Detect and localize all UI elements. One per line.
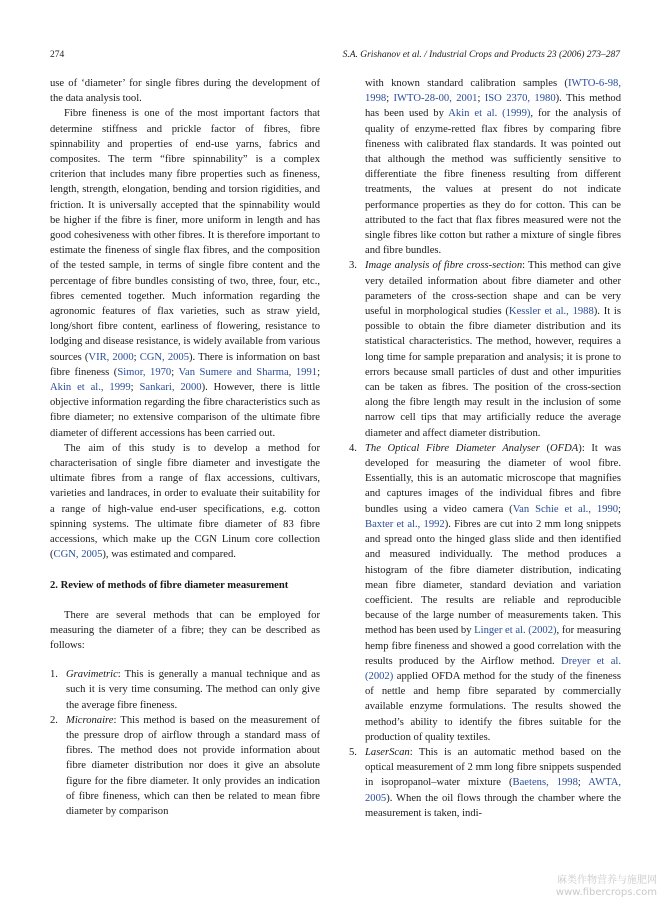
methods-list-continued <box>349 76 621 821</box>
methods-list <box>50 667 320 819</box>
page-number: 274 <box>50 50 65 60</box>
list-item-micronaire: 2. Micronaire: This method is based on the measurement of the pressure drop of airflow through a standard mass of fibres. The method does not provide information about fibre diameter distribution nor does it give an absolute figure for the fibre diameter. It only provides an indication of fibre fineness, which can then be related to mean fibre diameter by comparison <box>50 714 320 817</box>
paragraph-continuation: use of ‘diameter’ for single fibres during the development of the data analysis tool. <box>50 78 320 105</box>
paragraph-methods-intro: There are several methods that can be employed for measuring the diameter of a fibre; they can be described as follows: <box>50 609 320 651</box>
left-column <box>50 76 320 819</box>
right-column <box>349 76 621 821</box>
item-title: LaserScan <box>365 746 410 758</box>
item-title: Gravimetric <box>66 669 118 681</box>
paragraph-aim: The aim of this study is to develop a method for characterisation of single fibre diameter and investigate the ultimate fibres from a range of flax accessions, cultivars, varieties and landraces, in order to evaluate their suitability for a range of high-value end-user specifications, e.g. cotton spinning systems. The ultimate fibre diameter of 83 fibre accessions, which make up the CGN Linum core collection (CGN, 2005), was estimated and compared. <box>50 442 320 561</box>
citation-link[interactable]: Sankari, 2000 <box>139 382 202 394</box>
citation-link[interactable]: Baetens, 1998 <box>512 777 578 789</box>
spacer <box>50 653 320 667</box>
citation-link[interactable]: CGN, 2005 <box>139 351 190 363</box>
list-item-gravimetric: 1. Gravimetric: This is generally a manual technique and as such it is very time consuming. The method can only give the average fibre fineness. <box>50 669 320 711</box>
citation-link[interactable]: Akin et al., 1999 <box>50 382 131 394</box>
running-title: S.A. Grishanov et al. / Industrial Crops and Products 23 (2006) 273–287 <box>342 50 620 60</box>
list-item-image-analysis: 3. Image analysis of fibre cross-section: This method can give very detailed information about fibre diameter and other parameters of the cross-section shape and can be very useful in morphological studies (Kessler et al., 1988). It is possible to obtain the fibre diameter distribution and its statistical characteristics. The method, however, requires a long time for sample preparation and analysis; it is prone to errors because small particles of dust and other impurities can be taken as fibres. The position of the cross-section along the fibre length may result in the inclusion of some narrow cell tips that may artificially reduce the average diameter and affect diameter distribution. <box>349 260 622 439</box>
citation-link[interactable]: Dreyer et al. (2002) <box>365 655 621 682</box>
citation-link[interactable]: Kessler et al., 1988 <box>508 306 594 318</box>
citation-link[interactable]: Simor, 1970 <box>117 366 172 378</box>
citation-link[interactable]: VIR, 2000 <box>88 351 134 363</box>
citation-link[interactable]: CGN, 2005 <box>53 549 103 561</box>
section-heading: 2. Review of methods of fibre diameter measurement <box>50 579 289 591</box>
citation-link[interactable]: ISO 2370, 1980 <box>484 93 556 105</box>
paragraph-fibre-fineness: Fibre fineness is one of the most important factors that determine stiffness and prickle factor of fibres, fibre spinnability and properties of end-use yarns, fabrics and composites. The term “fibre spinnability” is a complex criterion that includes many fibre properties such as fineness, length, strength, elongation, bending and torsion rigidities, and friction. It is universally accepted that the spinnability would be higher if the fibre is finer, more uniform in length and has good cohesiveness with other fibres. It is therefore important to estimate the fineness of single flax fibres, and the composition of the tested sample, in terms of single fibre content and the percentage of fibre bundles consisting of two, three, four, etc., fibres cemented together. Much information regarding the agronomic features of flax varieties, such as straw yield, long/short fibre content, earliness of flowering, resistance to lodging and disease resistance, is widely available from various sources (VIR, 2000; CGN, 2005). There is information on bast fibre fineness (Simor, 1970; Van Sumere and Sharma, 1991; Akin et al., 1999; Sankari, 2000). However, there is little objective information regarding the fibre characteristics such as fibre diameter; no extensive comparison of the ultimate fibre diameter of different accessions has been carried out. <box>50 108 321 439</box>
citation-link[interactable]: AWTA, 2005 <box>365 777 621 804</box>
list-item-ofda: 4. The Optical Fibre Diameter Analyser (OFDA): It was developed for measuring the diameter of wool fibre. Essentially, this is an automatic microscope that magnifies and captures images of the individual fibres and fibre bundles using a video camera (Van Schie et al., 1990; Baxter et al., 1992). Fibres are cut into 2 mm long snippets and spread onto the hinged glass slide and then identified and measured individually. The method produces a histogram of the fibre diameter distribution, indicating mean fibre diameter, standard deviation and variation coefficient. The results are reliable and reproducible because of the large number of measurements taken. This method has been used by Linger et al. (2002), for measuring hemp fibre fineness and showed a good correlation with the results produced by the Airflow method. Dreyer et al. (2002) applied OFDA method for the study of the fineness of nettle and hemp fibre separated by commercially available enzyme formulations. The results showed the method’s ability to identify the fibres suitable for the production of quality textiles. <box>349 442 621 743</box>
citation-link[interactable]: IWTO-6-98, 1998 <box>365 78 621 105</box>
citation-link[interactable]: IWTO-28-00, 2001 <box>393 93 478 105</box>
list-item-laserscan: 5. LaserScan: This is an automatic method based on the optical measurement of 2 mm long fibre snippets suspended in isopropanol–water mixture (Baetens, 1998; AWTA, 2005). When the oil flows through the chamber where the measurement is taken, indi- <box>349 746 621 819</box>
citation-link[interactable]: Van Schie et al., 1990 <box>512 503 619 515</box>
item-title: The Optical Fibre Diameter Analyser <box>365 442 540 454</box>
list-item-micronaire-continued: with known standard calibration samples (IWTO-6-98, 1998; IWTO-28-00, 2001; ISO 2370, 1980). This method has been used by Akin et al. (1999), for the analysis of quality of enzyme-retted flax fibres by comparing fibre fineness with calibrated flax standards. It was pointed out that although the method was sufficiently sensitive to differentiate the fibre fineness resulting from different treatments, the values at present do not indicate performance properties as they do for cotton. This can be attributed to the fact that flax fibres measured were not the single fibres like cotton but rather a mixture of single fibres and fibre bundles. <box>365 78 621 257</box>
running-header <box>50 50 620 64</box>
citation-link[interactable]: Linger et al. (2002) <box>474 625 557 637</box>
watermark <box>556 875 657 899</box>
item-title: Micronaire <box>66 714 114 726</box>
item-title: Image analysis of fibre cross-section <box>365 260 523 272</box>
citation-link[interactable]: Baxter et al., 1992 <box>365 518 445 530</box>
watermark-line: 麻类作物营养与施肥网 <box>557 875 657 886</box>
citation-link[interactable]: Van Sumere and Sharma, 1991 <box>178 366 318 378</box>
watermark-line: www.fibercrops.com <box>555 887 657 898</box>
citation-link[interactable]: Akin et al. (1999) <box>448 108 531 120</box>
